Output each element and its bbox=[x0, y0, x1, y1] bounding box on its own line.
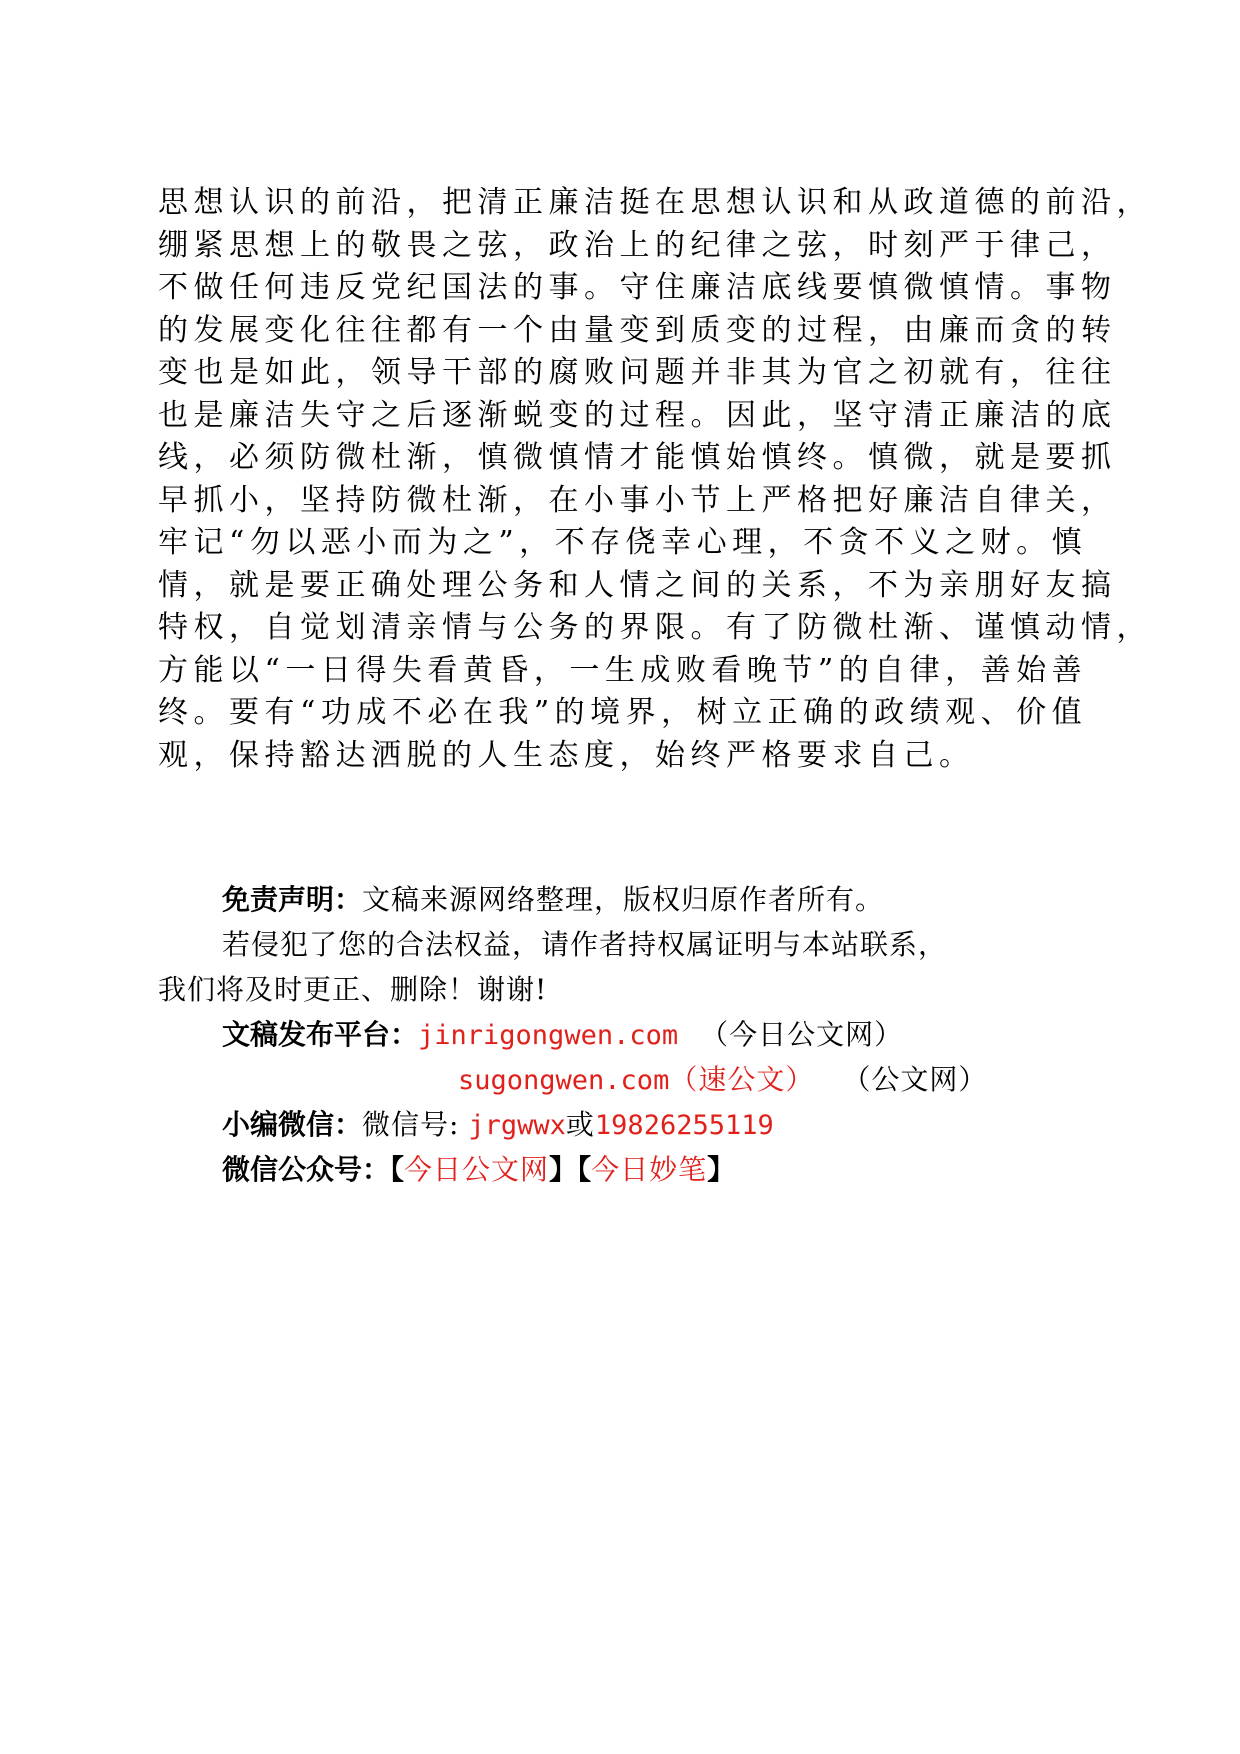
body-line: 的发展变化往往都有一个由量变到质变的过程，由廉而贪的转 bbox=[158, 312, 1117, 348]
disclaimer-row bbox=[158, 877, 1098, 922]
wechat-label: 小编微信： bbox=[222, 1108, 363, 1141]
official-account-row bbox=[158, 1147, 1098, 1192]
body-line: 绷紧思想上的敬畏之弦，政治上的纪律之弦，时刻严于律己， bbox=[158, 227, 1117, 263]
wechat-phone: 19826255119 bbox=[594, 1110, 774, 1141]
body-line: 牢记“勿以恶小而为之”，不存侥幸心理，不贪不义之财。慎 bbox=[158, 525, 1088, 560]
body-line: 线，必须防微杜渐，慎微慎情才能慎始慎终。慎微，就是要抓 bbox=[158, 440, 1117, 475]
body-line: 终。要有“功成不必在我”的境界，树立正确的政绩观、价值 bbox=[158, 695, 1088, 730]
body-line: 变也是如此，领导干部的腐败问题并非其为官之初就有，往往 bbox=[158, 355, 1117, 390]
bracket-close-1: 】 bbox=[549, 1153, 578, 1186]
platform-label: 文稿发布平台： bbox=[222, 1018, 419, 1051]
wechat-prefix: 微信号: bbox=[362, 1108, 460, 1141]
body-line: 情，就是要正确处理公务和人情之间的关系，不为亲朋好友搞 bbox=[158, 567, 1117, 603]
disclaimer-text: 文稿来源网络整理，版权归原作者所有。 bbox=[362, 883, 885, 916]
wechat-or: 或 bbox=[565, 1108, 595, 1141]
platform-site-note-2: （公文网） bbox=[842, 1063, 988, 1096]
platform-site-link-2[interactable]: sugongwen.com bbox=[458, 1065, 670, 1096]
body-line: 方能以“一日得失看黄昏，一生成败看晚节”的自律，善始善 bbox=[158, 652, 1088, 688]
official-account-name-1[interactable]: 今日公文网 bbox=[404, 1153, 550, 1186]
body-paragraph bbox=[158, 182, 1152, 777]
body-line: 早抓小，坚持防微杜渐，在小事小节上严格把好廉洁自律关， bbox=[158, 482, 1117, 518]
bracket-open-1: 【 bbox=[390, 1153, 405, 1186]
official-label: 微信公众号： bbox=[222, 1153, 391, 1186]
body-line: 不做任何违反党纪国法的事。守住廉洁底线要慎微慎情。事物 bbox=[158, 270, 1117, 305]
bracket-open-2: 【 bbox=[577, 1153, 592, 1186]
platform-row-2 bbox=[158, 1057, 1098, 1102]
body-line: 也是廉洁失守之后逐渐蜕变的过程。因此，坚守清正廉洁的底 bbox=[158, 397, 1117, 433]
bracket-close-2: 】 bbox=[707, 1153, 736, 1186]
infringe-text-2: 我们将及时更正、删除！谢谢! bbox=[158, 973, 548, 1006]
wechat-id: jrgwwx bbox=[468, 1110, 566, 1141]
infringe-row-2 bbox=[158, 967, 1098, 1012]
infringe-text-1: 若侵犯了您的合法权益，请作者持权属证明与本站联系， bbox=[222, 928, 948, 961]
platform-site-note-1: （今日公文网） bbox=[700, 1018, 904, 1051]
platform-row-1 bbox=[158, 1012, 1098, 1057]
infringe-row-1 bbox=[158, 922, 1098, 967]
footer-disclaimer bbox=[158, 877, 1098, 1192]
body-line: 观，保持豁达洒脱的人生态度，始终严格要求自己。 bbox=[158, 737, 975, 773]
body-line: 特权，自觉划清亲情与公务的界限。有了防微杜渐、谨慎动情， bbox=[158, 610, 1152, 645]
wechat-row bbox=[158, 1102, 1098, 1147]
body-line: 思想认识的前沿，把清正廉洁挺在思想认识和从政道德的前沿， bbox=[158, 185, 1152, 220]
official-account-name-2[interactable]: 今日妙笔 bbox=[591, 1153, 708, 1186]
disclaimer-label: 免责声明： bbox=[222, 883, 363, 916]
platform-site-cn-2: （速公文） bbox=[669, 1063, 815, 1096]
platform-site-link-1[interactable]: jinrigongwen.com bbox=[418, 1020, 679, 1051]
